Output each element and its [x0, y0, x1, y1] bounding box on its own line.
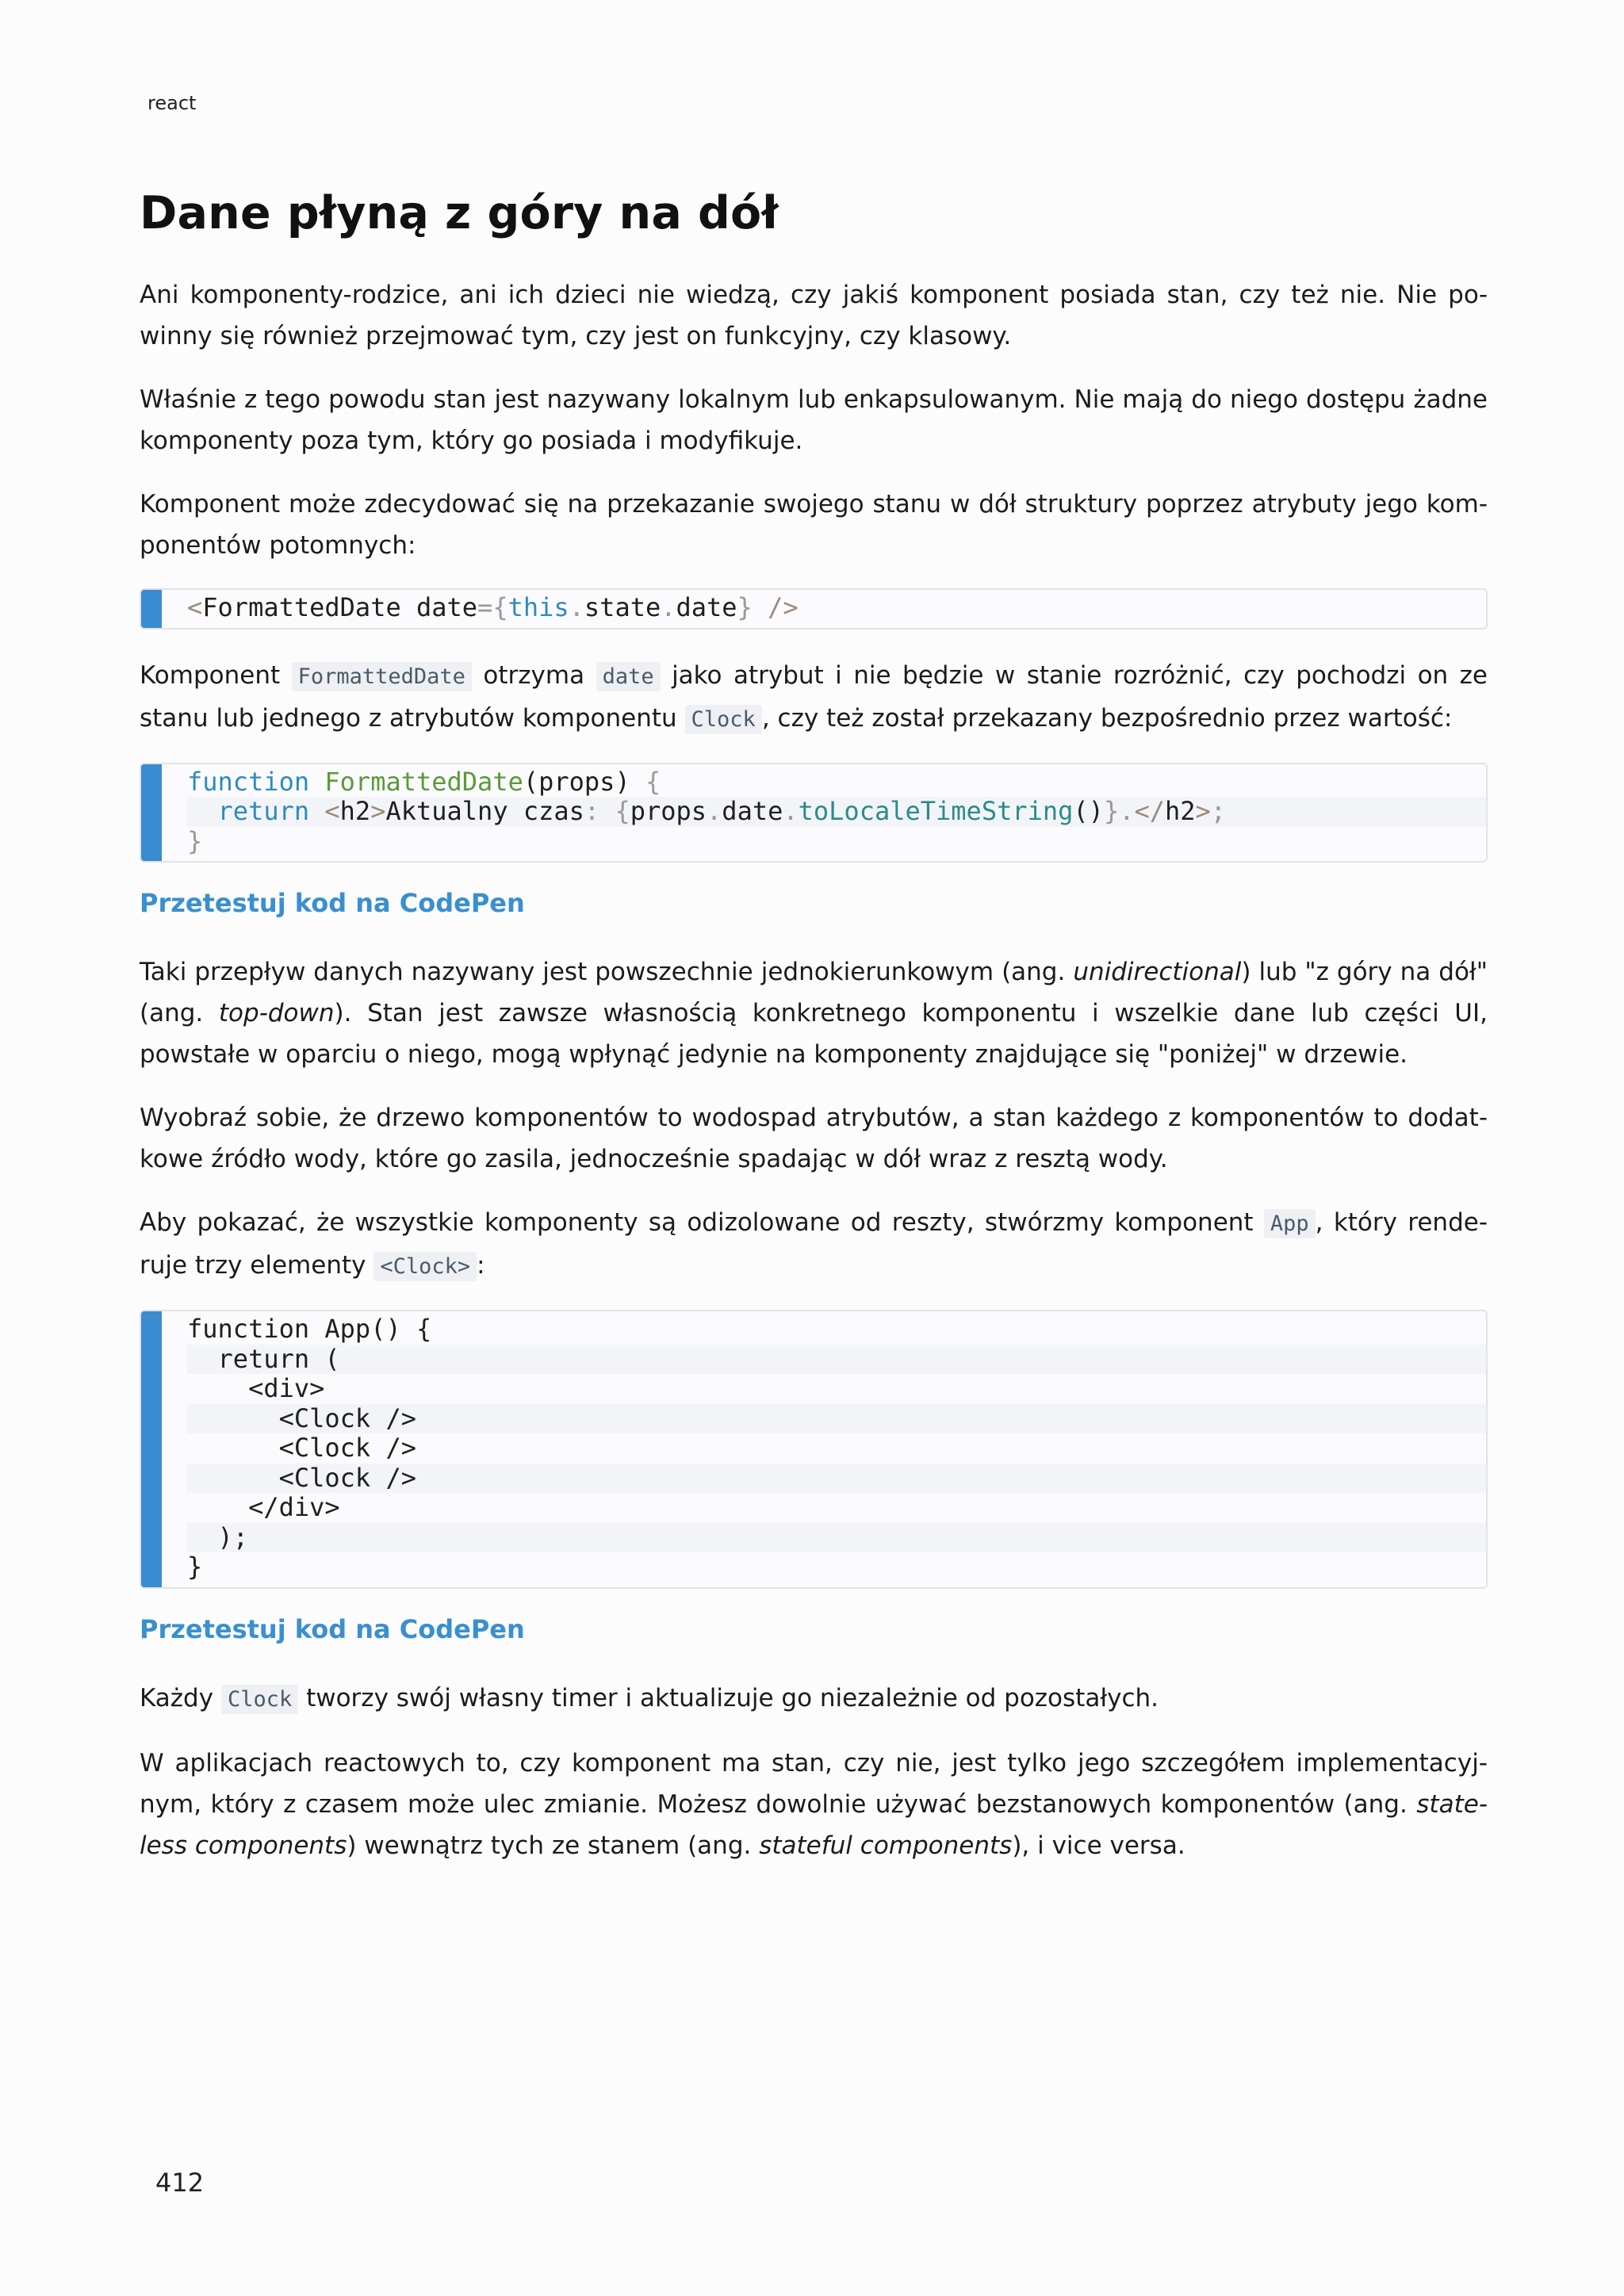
paragraph-6: Wyobraź sobie, że drzewo komponentów to wodospad atrybutów, a stan każdego z komponentów to dodatkowe źródło wody, które go zasila, jednocześnie spadając w dół wraz z resztą wody. — [140, 1104, 1488, 1173]
code-line: <FormattedDate date={this.state.date} /> — [187, 592, 799, 622]
code-line: </div> — [187, 1492, 340, 1522]
code-line: <Clock /> — [187, 1464, 1486, 1494]
codepen-link[interactable]: Przetestuj kod na CodePen — [140, 1613, 525, 1644]
paragraph-1: Ani komponenty-rodzice, ani ich dzieci nie wiedzą, czy jakiś komponent posiada stan, czy też nie. Nie powinny się również przejmować tym, czy jest on funkcyjny, czy klasowy. — [140, 281, 1488, 350]
code-line: return <h2>Aktualny czas: {props.date.toLocaleTimeString()}.</h2>; — [187, 797, 1486, 827]
paragraph-3: Komponent może zdecydować się na przekazanie swojego stanu w dół struktury poprzez atrybuty jego komponentów potomnych: — [140, 490, 1488, 560]
running-header: react — [147, 92, 197, 114]
code-block-formatted-date-usage — [140, 588, 1488, 629]
code-line: function App() { — [187, 1314, 432, 1344]
code-line: <Clock /> — [187, 1404, 1486, 1434]
paragraph-9: W aplikacjach reactowych to, czy komponent ma stan, czy nie, jest tylko jego szczegółem implementacyjnym, który z czasem może ulec zmianie. Możesz dowolnie używać bezstanowych komponentów (ang. stateless components) wewnątrz tych ze stanem (ang. stateful components), i vice versa. — [140, 1748, 1488, 1860]
paragraph-7: Aby pokazać, że wszystkie komponenty są odizolowane od reszty, stwórzmy komponent App , który renderuje trzy elementy <Clock> : — [140, 1208, 1488, 1280]
inline-code: <Clock> — [373, 1252, 477, 1281]
code-line: ); — [187, 1523, 1486, 1553]
paragraph-5: Taki przepływ danych nazywany jest powszechnie jednokierunkowym (ang. unidirectional) lub "z góry na dół" (ang. top-down). Stan jest zawsze własnością konkretnego komponentu i wszelkie dane lub części UI, powstałe w oparciu o niego, mogą wpłynąć jedynie na komponenty znajdujące się "poniżej" w drzewie. — [140, 958, 1488, 1069]
code-line: } — [187, 825, 203, 856]
code-block-formatted-date-function — [140, 763, 1488, 863]
paragraph-8: Każdy Clock tworzy swój własny timer i aktualizuje go niezależnie od pozostałych. — [140, 1683, 1159, 1712]
code-line: return ( — [187, 1345, 1486, 1375]
code-line: } — [187, 1552, 203, 1582]
inline-code: Clock — [221, 1685, 298, 1714]
paragraph-4: Komponent FormattedDate otrzyma date jako atrybut i nie będzie w stanie rozróżnić, czy pochodzi on ze stanu lub jednego z atrybutów komponentu Clock , czy też został przekazany bezpośrednio przez wartość: — [140, 660, 1488, 733]
inline-code: Clock — [685, 705, 762, 734]
code-line: <Clock /> — [187, 1433, 416, 1463]
code-line: <div> — [187, 1373, 325, 1403]
code-block-accent-bar — [141, 590, 162, 628]
section-title: Dane płyną z góry na dół — [140, 187, 779, 239]
page-number: 412 — [155, 2168, 205, 2198]
code-block-accent-bar — [141, 764, 162, 862]
inline-code: FormattedDate — [292, 662, 472, 691]
inline-code: date — [596, 662, 661, 691]
main-content — [140, 187, 1488, 1888]
codepen-link[interactable]: Przetestuj kod na CodePen — [140, 888, 525, 918]
inline-code: App — [1264, 1209, 1316, 1238]
code-block-accent-bar — [141, 1311, 162, 1587]
paragraph-2: Właśnie z tego powodu stan jest nazywany lokalnym lub enkapsulowanym. Nie mają do niego dostępu żadne komponenty poza tym, który go posiada i modyfikuje. — [140, 385, 1488, 455]
code-block-app-function — [140, 1310, 1488, 1589]
code-line: function FormattedDate(props) { — [187, 766, 661, 797]
